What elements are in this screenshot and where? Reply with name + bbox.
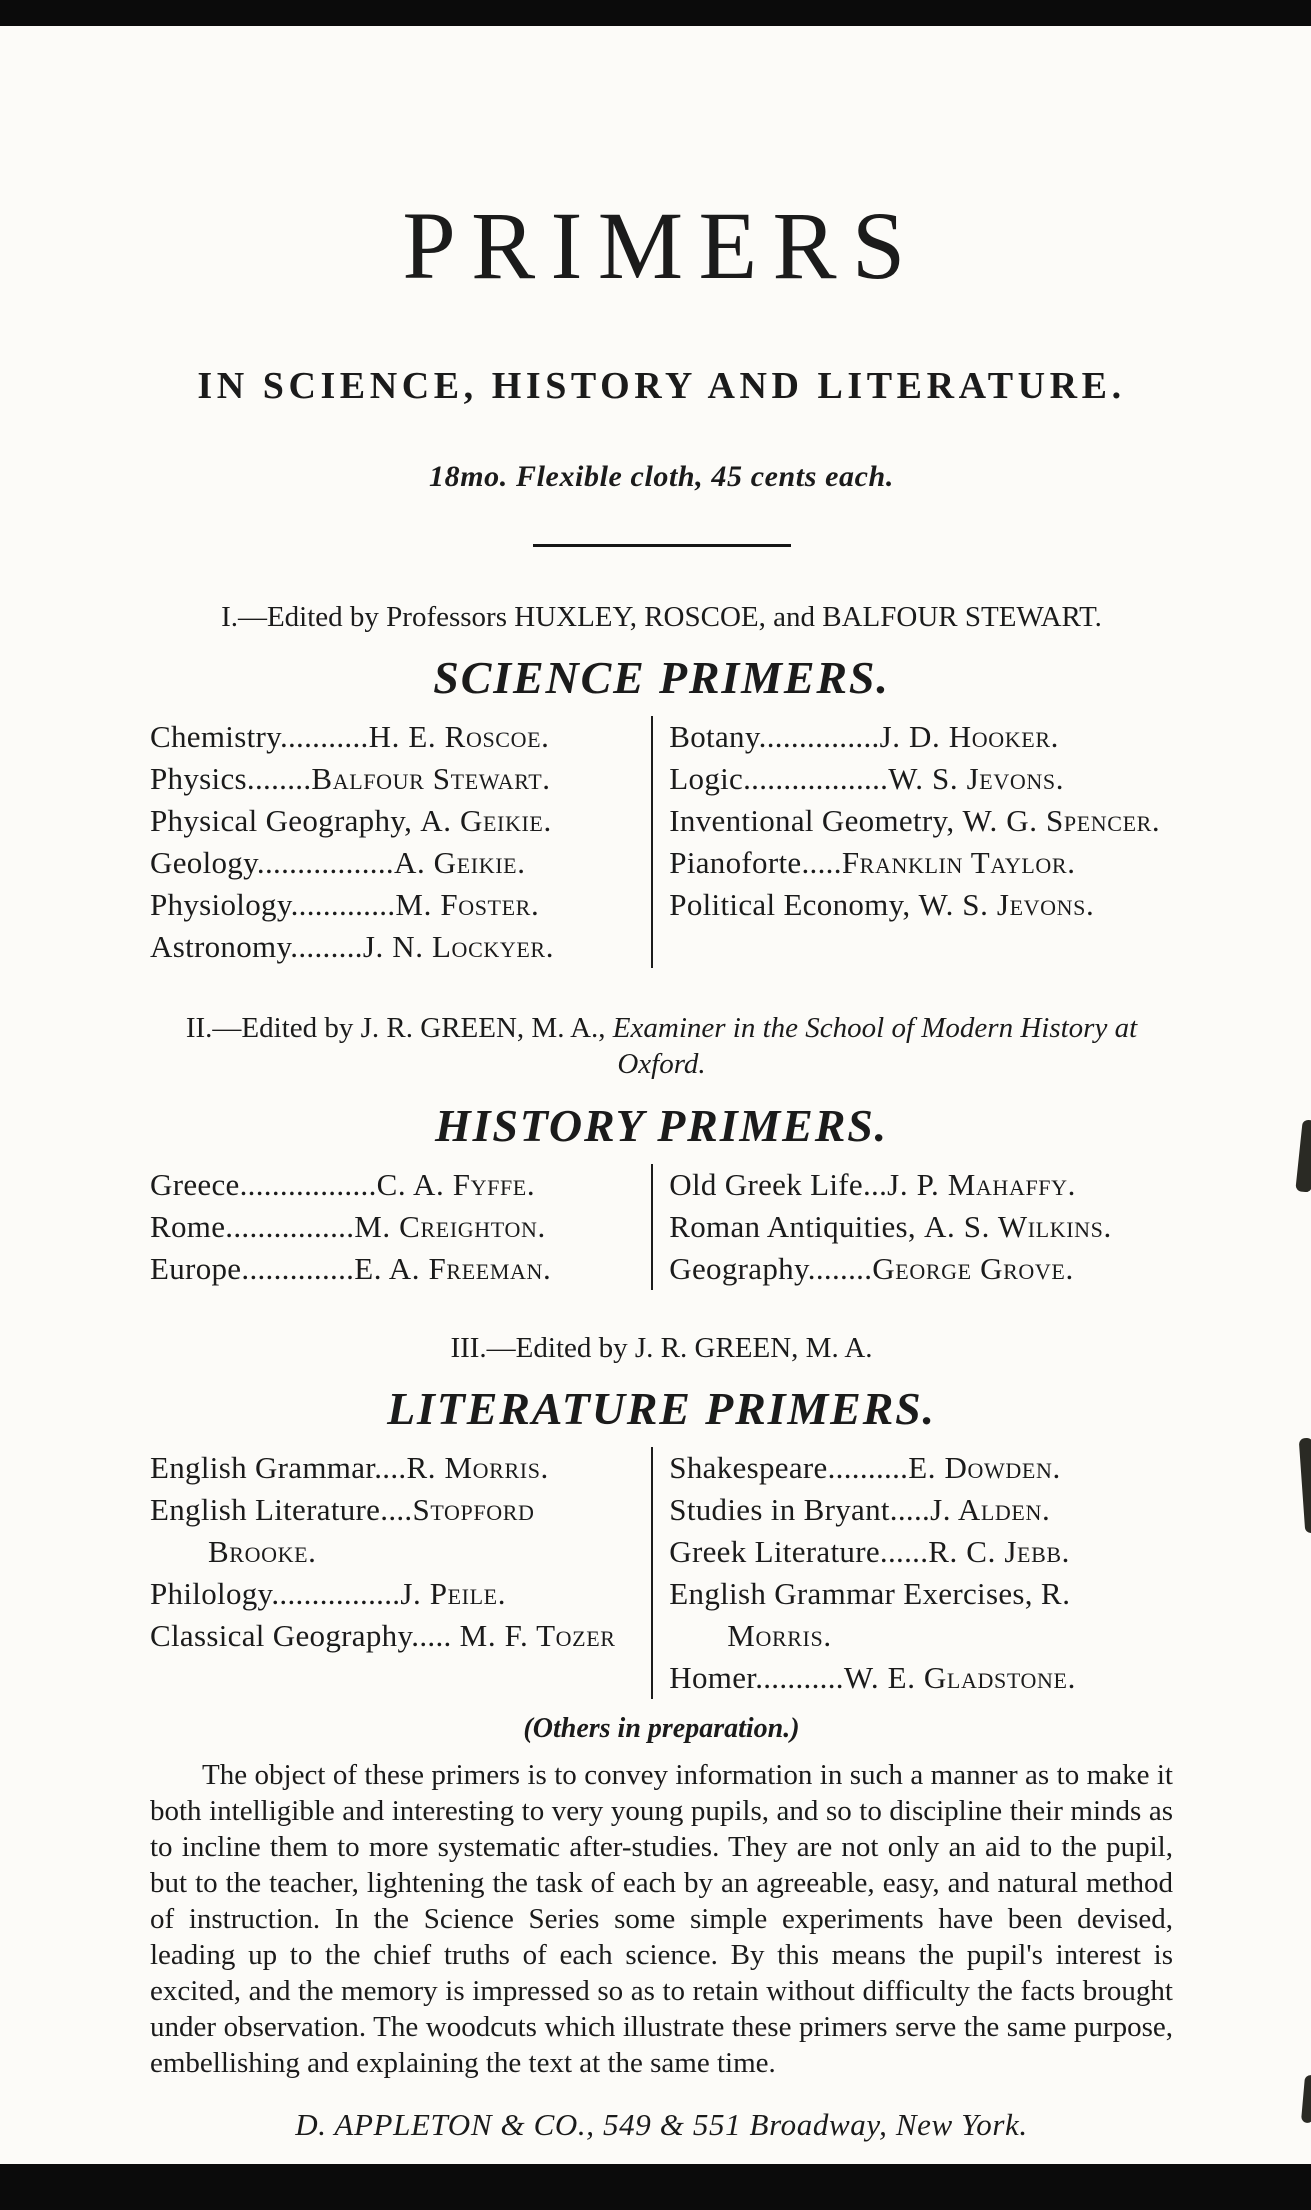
literature-heading: LITERATURE PRIMERS.	[387, 1382, 936, 1434]
list-item	[150, 1248, 641, 1290]
book-title: Philology................	[150, 1575, 401, 1611]
section-history	[150, 1010, 1173, 1290]
list-item	[669, 1164, 1173, 1206]
section-science	[150, 599, 1173, 968]
literature-columns	[150, 1447, 1173, 1699]
book-author: J. N. Lockyer.	[362, 929, 555, 965]
book-title: Physiology.............	[150, 887, 396, 923]
book-author: A. S. Wilkins.	[924, 1208, 1112, 1244]
book-author: R. Morris.	[406, 1449, 549, 1485]
book-author: A. Geikie.	[420, 803, 552, 839]
book-title: Homer...........	[669, 1659, 844, 1695]
book-title: Greek Literature......	[669, 1533, 929, 1569]
book-author: Stopford Brooke.	[208, 1491, 535, 1569]
science-editor-line: I.—Edited by Professors HUXLEY, ROSCOE, and BALFOUR STEWART.	[221, 600, 1102, 633]
science-left-column	[150, 716, 651, 968]
book-author: E. A. Freeman.	[354, 1250, 552, 1286]
book-author: J. Peile.	[400, 1575, 507, 1611]
book-title: Astronomy.........	[150, 929, 363, 965]
list-item	[669, 1447, 1173, 1489]
history-left-column	[150, 1164, 651, 1290]
book-author: M. F. Tozer	[459, 1617, 616, 1653]
book-author: C. A. Fyffe.	[376, 1166, 536, 1202]
list-item	[669, 1573, 1173, 1657]
book-author: H. E. Roscoe.	[368, 719, 550, 755]
scan-top-bar	[0, 0, 1311, 26]
publisher-imprint: D. APPLETON & CO., 549 & 551 Broadway, New York.	[295, 2106, 1028, 2142]
book-title: Botany...............	[669, 719, 880, 755]
science-right-column	[651, 716, 1173, 968]
book-title: Pianoforte.....	[669, 845, 842, 881]
book-title: Chemistry...........	[150, 719, 369, 755]
editor-credential: Examiner in the School of Modern History at Oxford.	[612, 1012, 1138, 1081]
book-author: W. S. Jevons.	[888, 761, 1065, 797]
others-in-preparation-note: (Others in preparation.)	[523, 1712, 800, 1744]
book-author: J. P. Mahaffy.	[887, 1166, 1077, 1202]
book-title: Old Greek Life...	[669, 1166, 888, 1202]
book-title: Inventional Geometry,	[669, 803, 963, 839]
book-title: Logic..................	[669, 761, 889, 797]
book-author: M. Creighton.	[354, 1208, 546, 1244]
book-author: E. Dowden.	[908, 1449, 1061, 1485]
book-author: R. Morris.	[727, 1575, 1071, 1653]
list-item	[150, 1447, 641, 1489]
book-title: Classical Geography.....	[150, 1617, 460, 1653]
list-item	[669, 884, 1173, 926]
history-editor-line	[157, 1010, 1167, 1083]
book-title: Geography........	[669, 1250, 873, 1286]
edition-tagline: 18mo. Flexible cloth, 45 cents each.	[429, 459, 894, 493]
book-title: Geology.................	[150, 845, 394, 881]
list-item	[669, 1206, 1173, 1248]
list-item	[669, 800, 1173, 842]
scan-bottom-bar	[0, 2164, 1311, 2210]
list-item	[669, 1531, 1173, 1573]
science-columns	[150, 716, 1173, 968]
book-title: Physics........	[150, 761, 312, 797]
editor-text: II.—Edited by J. R. GREEN, M. A.,	[185, 1012, 613, 1045]
literature-editor-line: III.—Edited by J. R. GREEN, M. A.	[450, 1331, 873, 1364]
list-item	[150, 884, 641, 926]
list-item	[150, 926, 641, 968]
list-item	[669, 758, 1173, 800]
page-title: PRIMERS	[402, 192, 921, 299]
book-title: Political Economy,	[669, 887, 919, 923]
literature-right-column	[651, 1447, 1173, 1699]
list-item	[150, 1206, 641, 1248]
book-title: Roman Antiquities,	[669, 1208, 925, 1244]
book-author: A. Geikie.	[393, 845, 526, 881]
list-item	[150, 800, 641, 842]
book-author: George Grove.	[872, 1250, 1074, 1286]
list-item	[150, 1615, 641, 1657]
section-literature	[150, 1330, 1173, 1699]
book-author: W. S. Jevons.	[918, 887, 1095, 923]
book-title: Physical Geography,	[150, 803, 421, 839]
literature-left-column	[150, 1447, 651, 1699]
list-item	[150, 1489, 641, 1573]
book-author: Franklin Taylor.	[841, 845, 1076, 881]
book-title: Studies in Bryant.....	[669, 1491, 931, 1527]
book-title: Rome................	[150, 1208, 355, 1244]
history-right-column	[651, 1164, 1173, 1290]
book-title: Shakespeare..........	[669, 1449, 909, 1485]
history-columns	[150, 1164, 1173, 1290]
book-author: J. Alden.	[930, 1491, 1051, 1527]
book-author: J. D. Hooker.	[879, 719, 1059, 755]
list-item	[150, 1164, 641, 1206]
divider-rule	[533, 544, 791, 547]
book-title: Europe..............	[150, 1250, 355, 1286]
book-author: Balfour Stewart.	[311, 761, 551, 797]
list-item	[669, 1248, 1173, 1290]
list-item	[150, 758, 641, 800]
description-paragraph: The object of these primers is to convey information in such a manner as to make it both intelligible and interesting to very young pupils, and so to discipline their minds as to incline them to more systematic after-studies. They are not only an aid to the pupil, but to the teacher, lightening the task of each by an agreeable, easy, and natural method of instruction. In the Science Series some simple experiments have been devised, leading up to the chief truths of each science. By this means the pupil's interest is excited, and the memory is impressed so as to retain without difficulty the facts brought under observation. The woodcuts which illustrate these primers serve the same purpose, embellishing and explaining the text at the same time.	[150, 1758, 1173, 2079]
book-author: M. Foster.	[395, 887, 540, 923]
list-item	[669, 842, 1173, 884]
book-author: R. C. Jebb.	[928, 1533, 1071, 1569]
list-item	[150, 1573, 641, 1615]
list-item	[669, 716, 1173, 758]
book-title: Greece.................	[150, 1166, 377, 1202]
page-subtitle: IN SCIENCE, HISTORY AND LITERATURE.	[197, 365, 1126, 407]
book-title: English Grammar....	[150, 1449, 407, 1485]
book-author: W. E. Gladstone.	[843, 1659, 1076, 1695]
list-item	[150, 716, 641, 758]
list-item	[669, 1657, 1173, 1699]
list-item	[669, 1489, 1173, 1531]
book-title: English Literature....	[150, 1491, 413, 1527]
science-heading: SCIENCE PRIMERS.	[433, 652, 890, 704]
history-heading: HISTORY PRIMERS.	[435, 1099, 888, 1151]
book-title: English Grammar Exercises,	[669, 1575, 1041, 1611]
book-author: W. G. Spencer.	[962, 803, 1161, 839]
list-item	[150, 842, 641, 884]
